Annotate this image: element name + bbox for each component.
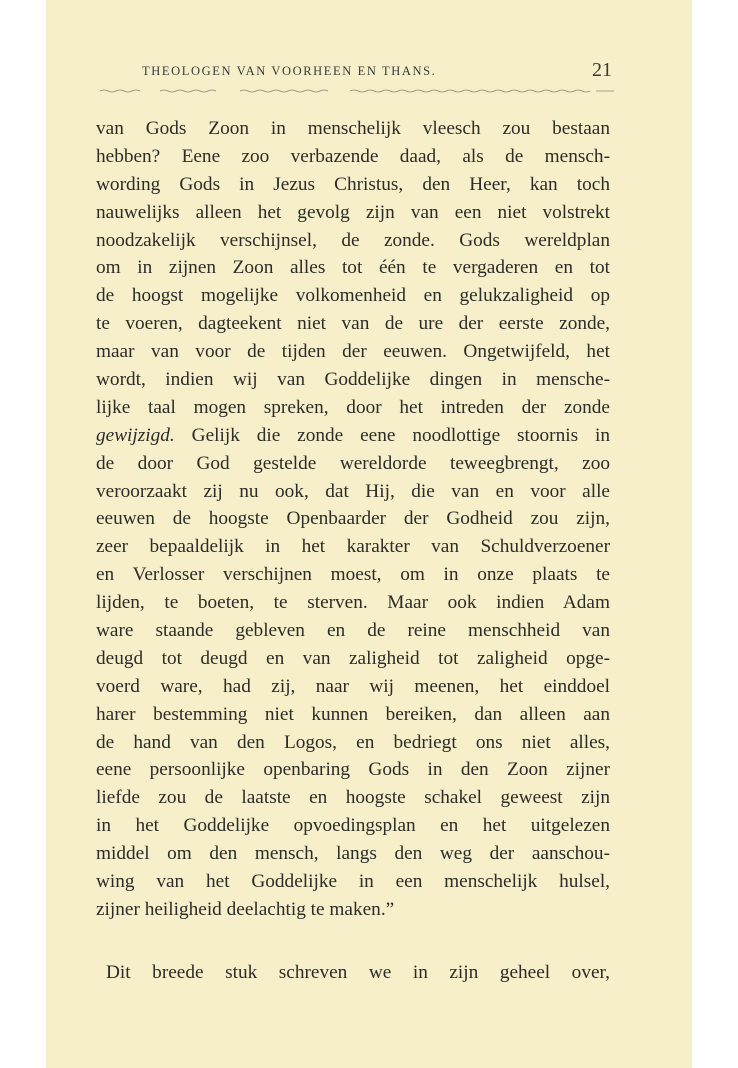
text-line: van Gods Zoon in menschelijk vleesch zou bestaan (96, 118, 610, 139)
text-line: in het Goddelijke opvoedingsplan en het uitgelezen (96, 815, 610, 837)
text-line: te voeren, dagteekent niet van de ure der eerste zonde, (96, 313, 610, 335)
page-number: 21 (592, 59, 612, 81)
text-line: liefde zou de laatste en hoogste schakel geweest zijn (96, 787, 610, 809)
text-line: nauwelijks alleen het gevolg zijn van een niet volstrekt (96, 201, 610, 223)
text-line: lijden, te boeten, te sterven. Maar ook indien Adam (96, 592, 610, 614)
text-line: maar van voor de tijden der eeuwen. Ongetwijfeld, het (96, 341, 610, 363)
text-line: om in zijnen Zoon alles tot één te vergaderen en tot (96, 257, 610, 279)
text-line: hebben? Eene zoo verbazende daad, als de mensch- (96, 145, 610, 167)
text-line: eeuwen de hoogste Openbaarder der Godheid zou zijn, (96, 508, 610, 530)
text-line-with-italic (96, 422, 610, 450)
text-line: en Verlosser verschijnen moest, om in onze plaats te (96, 564, 610, 586)
line-remainder: Gelijk die zonde eene noodlottige stoornis in (174, 424, 610, 446)
text-line: wording Gods in Jezus Christus, den Heer, kan toch (96, 173, 610, 195)
main-paragraph (96, 115, 610, 924)
italic-word: gewijzigd. (96, 424, 175, 446)
text-line: veroorzaakt zij nu ook, dat Hij, die van en voor alle (96, 480, 610, 502)
text-line: Dit breede stuk schreven we in zijn geheel over, (106, 962, 610, 983)
text-line: ware staande gebleven en de reine menschheid van (96, 620, 610, 642)
text-line: middel om den mensch, langs den weg der aanschou- (96, 843, 610, 865)
page-header (142, 59, 612, 86)
text-line: zeer bepaaldelijk in het karakter van Schuldverzoener (96, 536, 610, 558)
text-line: de hoogst mogelijke volkomenheid en gelukzaligheid op (96, 285, 610, 307)
text-line: de door God gestelde wereldorde teweegbrengt, zoo (96, 452, 610, 474)
header-rule (100, 88, 614, 94)
text-line: wing van het Goddelijke in een menschelijk hulsel, (96, 871, 610, 893)
text-line: noodzakelijk verschijnsel, de zonde. Gods wereldplan (96, 229, 610, 251)
text-line: harer bestemming niet kunnen bereiken, dan alleen aan (96, 703, 610, 725)
text-line: voerd ware, had zij, naar wij meenen, het einddoel (96, 675, 610, 697)
text-line: wordt, indien wij van Goddelijke dingen in mensche- (96, 369, 610, 391)
text-line: deugd tot deugd en van zaligheid tot zaligheid opge- (96, 647, 610, 669)
text-line: de hand van den Logos, en bedriegt ons niet alles, (96, 731, 610, 753)
text-line: lijke taal mogen spreken, door het intreden der zonde (96, 396, 610, 418)
text-line-last: zijner heiligheid deelachtig te maken.” (96, 898, 395, 920)
text-line: eene persoonlijke openbaring Gods in den Zoon zijner (96, 759, 610, 781)
second-paragraph (106, 962, 610, 990)
running-title: THEOLOGEN VAN VOORHEEN EN THANS. (142, 64, 437, 78)
